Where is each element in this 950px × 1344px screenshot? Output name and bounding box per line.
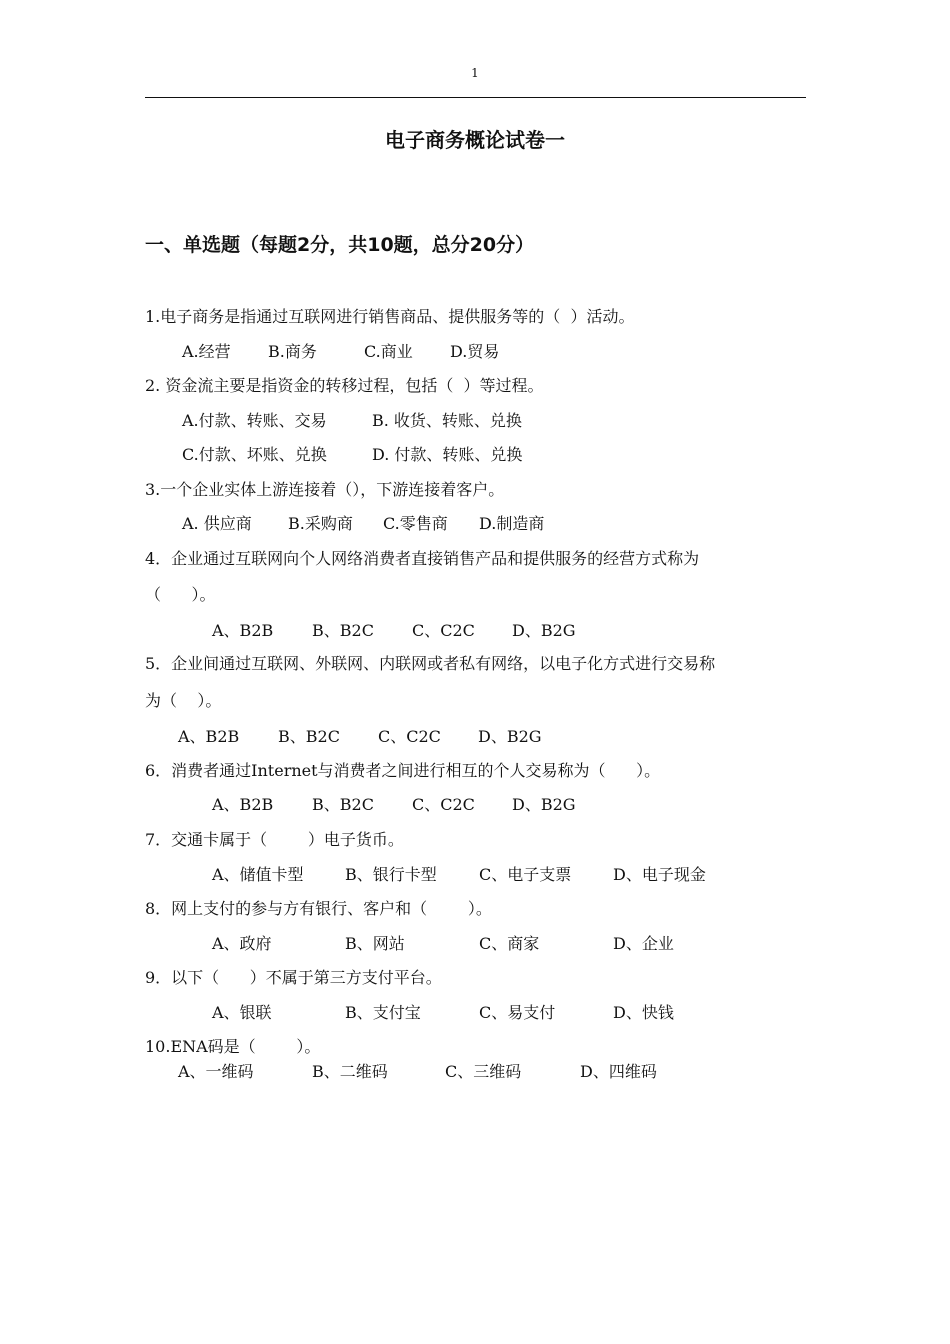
question-6-stem: 6．消费者通过Internet与消费者之间进行相互的个人交易称为（ ）。 (145, 761, 661, 780)
question-2-option: A.付款、转账、交易 (182, 411, 327, 430)
question-9-option: B、支付宝 (345, 1003, 421, 1022)
question-4-option: B、B2C (312, 621, 374, 640)
question-10-option: D、四维码 (580, 1062, 657, 1081)
question-9-stem: 9．以下（ ）不属于第三方支付平台。 (145, 968, 442, 987)
question-8-option: B、网站 (345, 934, 405, 953)
question-1-option: D.贸易 (450, 342, 500, 361)
question-9-option: A、银联 (212, 1003, 272, 1022)
question-6-option: B、B2C (312, 795, 374, 814)
question-2-option: C.付款、坏账、兑换 (182, 445, 327, 464)
question-8-option: D、企业 (613, 934, 674, 953)
question-1-option: B.商务 (268, 342, 317, 361)
question-2-option: B. 收货、转账、兑换 (372, 411, 522, 430)
question-5-option: B、B2C (278, 727, 340, 746)
question-3-option: A. 供应商 (182, 514, 252, 533)
question-5-option: D、B2G (478, 727, 542, 746)
question-1-stem: 1.电子商务是指通过互联网进行销售商品、提供服务等的（ ）活动。 (145, 307, 635, 326)
question-7-option: D、电子现金 (613, 865, 706, 884)
question-7-option: C、电子支票 (479, 865, 572, 884)
question-9-option: D、快钱 (613, 1003, 674, 1022)
question-10-option: A、一维码 (178, 1062, 254, 1081)
question-7-option: B、银行卡型 (345, 865, 437, 884)
question-7-option: A、储值卡型 (212, 865, 304, 884)
question-9-option: C、易支付 (479, 1003, 556, 1022)
question-4-stem: 4．企业通过互联网向个人网络消费者直接销售产品和提供服务的经营方式称为 (145, 549, 700, 568)
question-4-option: D、B2G (512, 621, 576, 640)
section-heading: 一、单选题（每题2分，共10题，总分20分） (145, 234, 535, 256)
question-10-option: B、二维码 (312, 1062, 388, 1081)
question-5-stem: 为（ ）。 (145, 691, 222, 710)
question-8-option: C、商家 (479, 934, 540, 953)
question-5-option: A、B2B (178, 727, 240, 746)
question-4-option: A、B2B (212, 621, 274, 640)
question-10-stem: 10.ENA码是（ ）。 (145, 1037, 321, 1056)
question-6-option: A、B2B (212, 795, 274, 814)
question-7-stem: 7．交通卡属于（ ）电子货币。 (145, 830, 404, 849)
question-6-option: D、B2G (512, 795, 576, 814)
header-rule (145, 97, 806, 98)
question-3-option: B.采购商 (288, 514, 353, 533)
question-6-option: C、C2C (412, 795, 475, 814)
question-2-stem: 2. 资金流主要是指资金的转移过程，包括（ ）等过程。 (145, 376, 544, 395)
question-10-option: C、三维码 (445, 1062, 522, 1081)
question-3-option: D.制造商 (479, 514, 545, 533)
question-8-stem: 8．网上支付的参与方有银行、客户和（ ）。 (145, 899, 492, 918)
page-number: 1 (471, 66, 479, 80)
question-3-option: C.零售商 (383, 514, 448, 533)
question-5-option: C、C2C (378, 727, 441, 746)
question-5-stem: 5．企业间通过互联网、外联网、内联网或者私有网络，以电子化方式进行交易称 (145, 654, 716, 673)
document-title: 电子商务概论试卷一 (385, 128, 565, 152)
question-1-option: C.商业 (364, 342, 413, 361)
question-3-stem: 3.一个企业实体上游连接着（），下游连接着客户。 (145, 480, 505, 499)
question-8-option: A、政府 (212, 934, 272, 953)
question-4-stem: （ ）。 (145, 585, 216, 604)
question-1-option: A.经营 (182, 342, 231, 361)
question-2-option: D. 付款、转账、兑换 (372, 445, 523, 464)
question-4-option: C、C2C (412, 621, 475, 640)
